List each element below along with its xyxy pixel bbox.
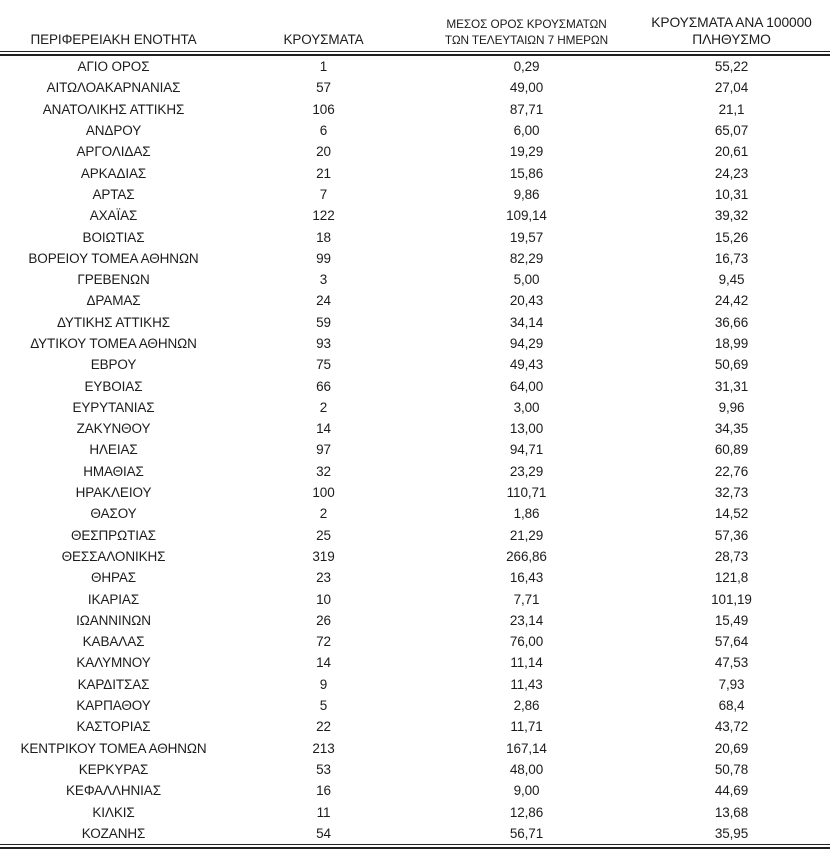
cell-region-unit: ΖΑΚΥΝΘΟΥ <box>76 421 151 437</box>
table-row <box>0 290 830 311</box>
cell-region-unit: ΘΗΡΑΣ <box>90 570 137 586</box>
cell-region-unit: ΒΟΡΕΙΟΥ ΤΟΜΕΑ ΑΘΗΝΩΝ <box>28 250 199 266</box>
table-row <box>0 695 830 716</box>
table-row <box>0 674 830 695</box>
table-row <box>0 780 830 801</box>
cell-cases: 53 <box>316 761 331 777</box>
cell-region-unit: ΚΑΡΠΑΘΟΥ <box>76 698 151 714</box>
table-row <box>0 716 830 737</box>
cell-per-100k: 24,23 <box>714 165 749 181</box>
cell-per-100k: 20,69 <box>714 740 749 756</box>
table-row <box>0 738 830 759</box>
cell-per-100k: 55,22 <box>714 59 749 75</box>
cell-region-unit: ΑΝΑΤΟΛΙΚΗΣ ΑΤΤΙΚΗΣ <box>42 101 185 117</box>
cell-cases: 99 <box>316 250 331 266</box>
cell-avg-7-days: 109,14 <box>506 208 547 224</box>
table-row <box>0 141 830 162</box>
table-row <box>0 184 830 205</box>
cell-per-100k: 50,69 <box>714 357 749 373</box>
cell-avg-7-days: 266,86 <box>506 548 547 564</box>
cell-region-unit: ΚΕΦΑΛΛΗΝΙΑΣ <box>66 783 161 799</box>
cell-per-100k: 15,26 <box>714 229 749 245</box>
cell-cases: 75 <box>316 357 331 373</box>
table-row <box>0 269 830 290</box>
cell-cases: 5 <box>319 698 328 714</box>
cell-per-100k: 44,69 <box>714 783 749 799</box>
table-row <box>0 546 830 567</box>
cell-region-unit: ΗΜΑΘΙΑΣ <box>83 463 144 479</box>
cell-region-unit: ΚΑΛΥΜΝΟΥ <box>76 655 151 671</box>
cell-cases: 9 <box>319 676 328 692</box>
cell-per-100k: 20,61 <box>714 144 749 160</box>
table-row <box>0 801 830 822</box>
cell-per-100k: 15,49 <box>714 612 749 628</box>
cell-region-unit: ΚΟΖΑΝΗΣ <box>81 825 146 841</box>
cell-cases: 20 <box>316 144 331 160</box>
cell-avg-7-days: 19,57 <box>509 229 544 245</box>
table-row <box>0 652 830 673</box>
cell-avg-7-days: 11,43 <box>510 676 543 692</box>
cell-cases: 18 <box>316 229 331 245</box>
cell-cases: 122 <box>312 208 335 224</box>
table-bottom-line <box>0 844 830 849</box>
table-row <box>0 312 830 333</box>
cell-cases: 54 <box>316 825 331 841</box>
cell-per-100k: 34,35 <box>714 421 749 437</box>
cell-avg-7-days: 167,14 <box>506 740 547 756</box>
cell-avg-7-days: 12,86 <box>509 804 544 820</box>
header-avg-7-days-line2: ΤΩΝ ΤΕΛΕΥΤΑΙΩΝ 7 ΗΜΕΡΩΝ <box>444 32 609 47</box>
cell-region-unit: ΘΕΣΣΑΛΟΝΙΚΗΣ <box>61 548 166 564</box>
cell-avg-7-days: 6,00 <box>513 123 540 139</box>
cell-per-100k: 31,31 <box>714 378 749 394</box>
cell-cases: 16 <box>316 783 331 799</box>
table-row <box>0 525 830 546</box>
table-row <box>0 482 830 503</box>
cell-per-100k: 13,68 <box>714 804 749 820</box>
cell-cases: 66 <box>316 378 331 394</box>
cell-cases: 2 <box>319 506 328 522</box>
cell-cases: 24 <box>316 293 331 309</box>
cell-cases: 22 <box>316 719 331 735</box>
cell-avg-7-days: 3,00 <box>513 399 540 415</box>
cell-avg-7-days: 7,71 <box>513 591 540 607</box>
cell-region-unit: ΚΕΡΚΥΡΑΣ <box>78 761 149 777</box>
cell-region-unit: ΗΡΑΚΛΕΙΟΥ <box>75 485 152 501</box>
cell-cases: 26 <box>316 612 331 628</box>
cell-cases: 7 <box>319 186 328 202</box>
cell-per-100k: 68,4 <box>718 698 745 714</box>
cell-cases: 3 <box>319 272 328 288</box>
table-row <box>0 120 830 141</box>
table-row <box>0 205 830 226</box>
cell-per-100k: 14,52 <box>714 506 749 522</box>
cell-per-100k: 60,89 <box>714 442 749 458</box>
cell-per-100k: 21,1 <box>718 101 745 117</box>
cell-avg-7-days: 16,43 <box>509 570 544 586</box>
cell-per-100k: 22,76 <box>714 463 749 479</box>
table-row <box>0 354 830 375</box>
table-row <box>0 375 830 396</box>
cell-cases: 57 <box>316 80 331 96</box>
cell-per-100k: 32,73 <box>714 485 749 501</box>
table-row <box>0 588 830 609</box>
cell-avg-7-days: 2,86 <box>513 698 540 714</box>
cell-cases: 100 <box>312 485 335 501</box>
cell-per-100k: 101,19 <box>711 591 752 607</box>
cell-avg-7-days: 94,29 <box>509 336 544 351</box>
cell-per-100k: 10,31 <box>714 186 749 202</box>
cell-per-100k: 36,66 <box>714 314 749 330</box>
cell-avg-7-days: 15,86 <box>509 165 544 181</box>
cell-region-unit: ΚΑΒΑΛΑΣ <box>82 634 145 650</box>
cell-region-unit: ΘΑΣΟΥ <box>90 506 137 522</box>
cell-avg-7-days: 48,00 <box>509 761 544 777</box>
cell-region-unit: ΕΒΡΟΥ <box>90 357 137 373</box>
cell-per-100k: 24,42 <box>714 293 749 309</box>
cell-per-100k: 9,45 <box>718 272 745 288</box>
cell-avg-7-days: 49,43 <box>509 357 544 373</box>
cell-avg-7-days: 13,00 <box>509 421 544 437</box>
cell-cases: 106 <box>312 101 335 117</box>
cell-cases: 10 <box>316 591 331 607</box>
cell-region-unit: ΔΡΑΜΑΣ <box>86 293 141 309</box>
cell-region-unit: ΚΕΝΤΡΙΚΟΥ ΤΟΜΕΑ ΑΘΗΝΩΝ <box>20 740 207 756</box>
header-cases-label: ΚΡΟΥΣΜΑΤΑ <box>283 31 364 47</box>
cell-avg-7-days: 49,00 <box>509 80 544 96</box>
cell-avg-7-days: 110,71 <box>506 485 547 501</box>
cell-cases: 21 <box>316 165 331 181</box>
cell-avg-7-days: 23,29 <box>509 463 544 479</box>
cell-avg-7-days: 5,00 <box>513 272 540 288</box>
cell-region-unit: ΑΓΙΟ ΟΡΟΣ <box>77 59 150 75</box>
cell-per-100k: 27,04 <box>714 80 749 96</box>
cell-avg-7-days: 0,29 <box>513 59 540 75</box>
table-header-row <box>0 0 830 51</box>
cell-avg-7-days: 11,71 <box>510 719 543 735</box>
table-row <box>0 631 830 652</box>
cell-avg-7-days: 82,29 <box>509 250 544 266</box>
cell-per-100k: 16,73 <box>714 250 749 266</box>
cell-cases: 25 <box>316 527 331 543</box>
cell-region-unit: ΔΥΤΙΚΗΣ ΑΤΤΙΚΗΣ <box>57 314 170 330</box>
cell-region-unit: ΑΡΓΟΛΙΔΑΣ <box>76 144 151 160</box>
cell-avg-7-days: 23,14 <box>509 612 544 628</box>
cell-per-100k: 47,53 <box>714 655 749 671</box>
cell-cases: 1 <box>319 59 328 75</box>
cell-avg-7-days: 11,14 <box>510 655 543 671</box>
cell-region-unit: ΑΙΤΩΛΟΑΚΑΡΝΑΝΙΑΣ <box>46 80 181 96</box>
cell-avg-7-days: 56,71 <box>509 825 544 841</box>
table-row <box>0 759 830 780</box>
table-row <box>0 77 830 98</box>
cell-region-unit: ΙΩΑΝΝΙΝΩΝ <box>76 612 151 628</box>
table-row <box>0 226 830 247</box>
header-avg-7-days-line1: ΜΕΣΟΣ ΟΡΟΣ ΚΡΟΥΣΜΑΤΩΝ <box>446 17 607 32</box>
cell-cases: 14 <box>316 421 331 437</box>
table-row <box>0 248 830 269</box>
cell-cases: 14 <box>316 655 331 671</box>
cell-avg-7-days: 87,71 <box>509 101 544 117</box>
cell-region-unit: ΑΧΑΪΑΣ <box>89 208 138 224</box>
header-per-100k-line2: ΠΛΗΘΥΣΜΟ <box>692 31 771 47</box>
cell-per-100k: 121,8 <box>714 570 749 586</box>
cell-avg-7-days: 64,00 <box>509 378 544 394</box>
cell-avg-7-days: 1,86 <box>513 506 540 522</box>
header-avg-7-days <box>420 17 633 48</box>
cell-per-100k: 65,07 <box>714 123 749 139</box>
cell-avg-7-days: 9,86 <box>513 186 540 202</box>
cell-avg-7-days: 21,29 <box>509 527 544 543</box>
cell-region-unit: ΑΡΚΑΔΙΑΣ <box>80 165 147 181</box>
cell-region-unit: ΘΕΣΠΡΩΤΙΑΣ <box>70 527 157 543</box>
table-row <box>0 99 830 120</box>
cell-per-100k: 18,99 <box>714 336 749 351</box>
table-row <box>0 418 830 439</box>
cell-region-unit: ΕΥΒΟΙΑΣ <box>84 378 143 394</box>
table-row <box>0 397 830 418</box>
cell-region-unit: ΗΛΕΙΑΣ <box>89 442 138 458</box>
cell-region-unit: ΔΥΤΙΚΟΥ ΤΟΜΕΑ ΑΘΗΝΩΝ <box>30 336 197 351</box>
cell-per-100k: 35,95 <box>714 825 749 841</box>
cell-region-unit: ΕΥΡΥΤΑΝΙΑΣ <box>72 399 155 415</box>
cell-region-unit: ΚΙΛΚΙΣ <box>92 804 135 820</box>
table-body <box>0 56 830 844</box>
header-cases <box>227 32 420 48</box>
cell-cases: 11 <box>316 804 331 820</box>
cell-cases: 72 <box>316 634 331 650</box>
cell-cases: 23 <box>316 570 331 586</box>
cell-region-unit: ΙΚΑΡΙΑΣ <box>87 591 140 607</box>
cell-avg-7-days: 76,00 <box>509 634 544 650</box>
cell-per-100k: 9,96 <box>718 399 745 415</box>
header-region-unit <box>0 32 227 48</box>
cell-per-100k: 28,73 <box>714 548 749 564</box>
cell-cases: 93 <box>316 336 331 351</box>
cell-cases: 319 <box>312 548 335 564</box>
cell-cases: 2 <box>319 399 328 415</box>
cell-region-unit: ΑΝΔΡΟΥ <box>85 123 142 139</box>
header-region-unit-label: ΠΕΡΙΦΕΡΕΙΑΚΗ ΕΝΟΤΗΤΑ <box>30 31 197 47</box>
cell-per-100k: 57,64 <box>714 634 749 650</box>
cell-avg-7-days: 19,29 <box>509 144 544 160</box>
cell-avg-7-days: 34,14 <box>509 314 544 330</box>
cell-region-unit: ΓΡΕΒΕΝΩΝ <box>77 272 150 288</box>
cell-cases: 6 <box>319 123 328 139</box>
header-per-100k-line1: ΚΡΟΥΣΜΑΤΑ ΑΝΑ 100000 <box>651 14 812 30</box>
table-row <box>0 461 830 482</box>
cell-region-unit: ΚΑΣΤΟΡΙΑΣ <box>76 719 151 735</box>
table-row <box>0 162 830 183</box>
cell-per-100k: 57,36 <box>714 527 749 543</box>
table-row <box>0 503 830 524</box>
cell-per-100k: 39,32 <box>714 208 749 224</box>
table-row <box>0 823 830 844</box>
header-per-100k <box>633 14 830 48</box>
cell-per-100k: 43,72 <box>714 719 749 735</box>
table-row <box>0 333 830 354</box>
cell-avg-7-days: 20,43 <box>509 293 544 309</box>
cell-region-unit: ΑΡΤΑΣ <box>92 186 135 202</box>
table-row <box>0 567 830 588</box>
cell-per-100k: 7,93 <box>718 676 745 692</box>
cell-cases: 97 <box>316 442 331 458</box>
cell-region-unit: ΒΟΙΩΤΙΑΣ <box>82 229 145 245</box>
cell-cases: 32 <box>316 463 331 479</box>
cell-cases: 213 <box>312 740 335 756</box>
cell-per-100k: 50,78 <box>714 761 749 777</box>
cell-avg-7-days: 9,00 <box>513 783 540 799</box>
cell-cases: 59 <box>316 314 331 330</box>
cell-region-unit: ΚΑΡΔΙΤΣΑΣ <box>77 676 150 692</box>
cell-avg-7-days: 94,71 <box>509 442 544 458</box>
table-row <box>0 610 830 631</box>
table-row <box>0 439 830 460</box>
table-row <box>0 56 830 77</box>
